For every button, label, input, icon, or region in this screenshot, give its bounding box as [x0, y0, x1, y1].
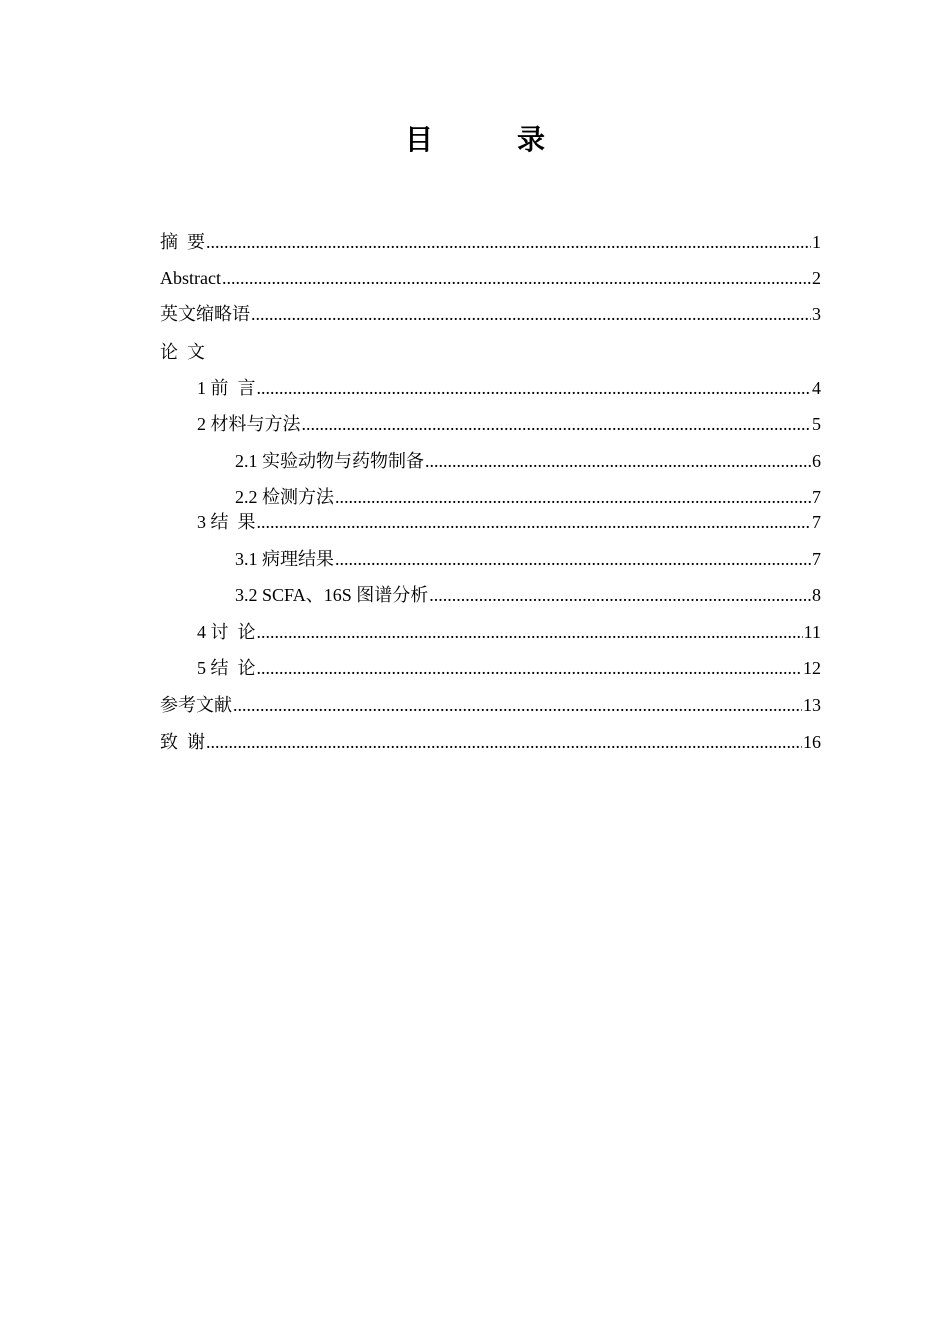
toc-entry-label: 5 结 论	[197, 658, 256, 678]
toc-entry-references[interactable]	[160, 693, 821, 717]
toc-entry-label: 英文缩略语	[160, 304, 250, 324]
toc-leader-dots	[257, 510, 812, 534]
toc-entry-abstract-cn[interactable]	[160, 230, 821, 254]
toc-leader-dots	[425, 449, 811, 473]
toc-entry-label: 致 谢	[160, 732, 205, 752]
toc-entry-discussion[interactable]	[197, 620, 821, 644]
toc-leader-dots	[222, 266, 811, 290]
toc-entry-acknowledgements[interactable]	[160, 730, 821, 754]
toc-entry-methods-detection[interactable]	[235, 485, 821, 509]
toc-entry-page: 8	[812, 585, 821, 605]
toc-leader-dots	[257, 620, 803, 644]
toc-entry-abstract-en[interactable]	[160, 266, 821, 290]
toc-entry-page: 11	[803, 622, 821, 642]
toc-leader-dots	[302, 412, 812, 436]
toc-entry-label: 1 前 言	[197, 378, 256, 398]
toc-entry-introduction[interactable]	[197, 376, 821, 400]
toc-entry-label: 3.2 SCFA、16S 图谱分析	[235, 585, 429, 605]
toc-entry-methods-animals[interactable]	[235, 449, 821, 473]
toc-entry-label: Abstract	[160, 268, 221, 288]
toc-entry-thesis[interactable]	[160, 340, 821, 364]
toc-entry-page: 3	[812, 304, 821, 324]
toc-entry-page: 12	[803, 658, 821, 678]
toc-entry-results[interactable]	[197, 510, 821, 534]
toc-leader-dots	[206, 730, 802, 754]
toc-entry-page: 5	[812, 414, 821, 434]
toc-leader-dots	[335, 485, 811, 509]
toc-entry-page: 1	[812, 232, 821, 252]
toc-entry-label: 2 材料与方法	[197, 414, 301, 434]
toc-entry-page: 4	[812, 378, 821, 398]
toc-entry-page: 2	[812, 268, 821, 288]
toc-leader-dots	[257, 656, 803, 680]
toc-leader-dots	[429, 583, 811, 607]
toc-entry-label: 3.1 病理结果	[235, 549, 334, 569]
toc-entry-label: 摘 要	[160, 232, 205, 252]
toc-entry-label: 参考文献	[160, 695, 232, 715]
toc-leader-dots	[335, 547, 811, 571]
toc-entry-label: 3 结 果	[197, 512, 256, 532]
toc-entry-page: 7	[812, 512, 821, 532]
toc-entry-page: 16	[803, 732, 821, 752]
toc-entry-label: 2.1 实验动物与药物制备	[235, 451, 424, 471]
toc-entry-label: 论 文	[160, 342, 205, 362]
toc-entry-page: 6	[812, 451, 821, 471]
toc-entry-abbreviations[interactable]	[160, 302, 821, 326]
toc-entry-label: 2.2 检测方法	[235, 487, 334, 507]
toc-entry-conclusion[interactable]	[197, 656, 821, 680]
toc-entry-results-scfa[interactable]	[235, 583, 821, 607]
toc-leader-dots	[233, 693, 802, 717]
toc-leader-dots	[251, 302, 811, 326]
toc-entry-page: 13	[803, 695, 821, 715]
toc-entry-page: 7	[812, 549, 821, 569]
toc-entry-results-pathology[interactable]	[235, 547, 821, 571]
toc-entry-label: 4 讨 论	[197, 622, 256, 642]
toc-leader-dots	[206, 230, 811, 254]
toc-leader-dots	[257, 376, 812, 400]
page-title: 目 录	[404, 123, 573, 156]
toc-entry-methods[interactable]	[197, 412, 821, 436]
toc-entry-page: 7	[812, 487, 821, 507]
